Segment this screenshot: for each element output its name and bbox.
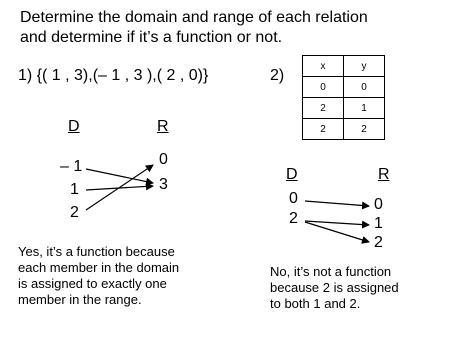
- table-cell: 2: [344, 119, 385, 140]
- table-header-y: y: [344, 56, 385, 77]
- conclusion-line: each member in the domain: [18, 260, 180, 275]
- table-header-x: x: [303, 56, 344, 77]
- problem-1-range-value: 3: [159, 176, 168, 193]
- table-cell: 1: [344, 98, 385, 119]
- conclusion-line: member in the range.: [18, 292, 142, 307]
- problem-1-range-value: 0: [159, 151, 168, 168]
- arrow-0-to-0: [305, 201, 369, 206]
- problem-1-domain-value: – 1: [60, 158, 83, 175]
- problem-2-label: 2): [270, 67, 285, 84]
- problem-2-domain-value: 0: [289, 190, 298, 207]
- problem-1-domain-value: 1: [70, 181, 79, 198]
- arrow-2-to-0: [86, 165, 153, 210]
- problem-1-domain-value: 2: [70, 204, 79, 221]
- title-line-1: Determine the domain and range of each relation: [20, 9, 368, 26]
- problem-2-range-header: R: [378, 166, 390, 183]
- problem-2-domain-header: D: [286, 166, 298, 183]
- conclusion-line: is assigned to exactly one: [18, 276, 167, 291]
- table-cell: 0: [303, 77, 344, 98]
- table-cell: 0: [344, 77, 385, 98]
- conclusion-line: No, it’s not a function: [270, 264, 392, 279]
- problem-1-domain-header: D: [68, 118, 80, 135]
- conclusion-line: Yes, it’s a function because: [18, 244, 175, 259]
- problem-2-domain-value: 2: [289, 210, 298, 227]
- problem-1-label: 1) {( 1 , 3),(– 1 , 3 ),( 2 , 0)}: [18, 67, 209, 84]
- title-line-2: and determine if it’s a function or not.: [20, 29, 283, 46]
- table-cell: 2: [303, 119, 344, 140]
- problem-2-range-value: 2: [374, 234, 383, 251]
- problem-2-range-value: 0: [374, 196, 383, 213]
- conclusion-line: because 2 is assigned: [270, 280, 399, 295]
- problem-1-range-header: R: [157, 118, 169, 135]
- table-cell: 2: [303, 98, 344, 119]
- conclusion-line: to both 1 and 2.: [270, 296, 361, 311]
- problem-2-range-value: 1: [374, 215, 383, 232]
